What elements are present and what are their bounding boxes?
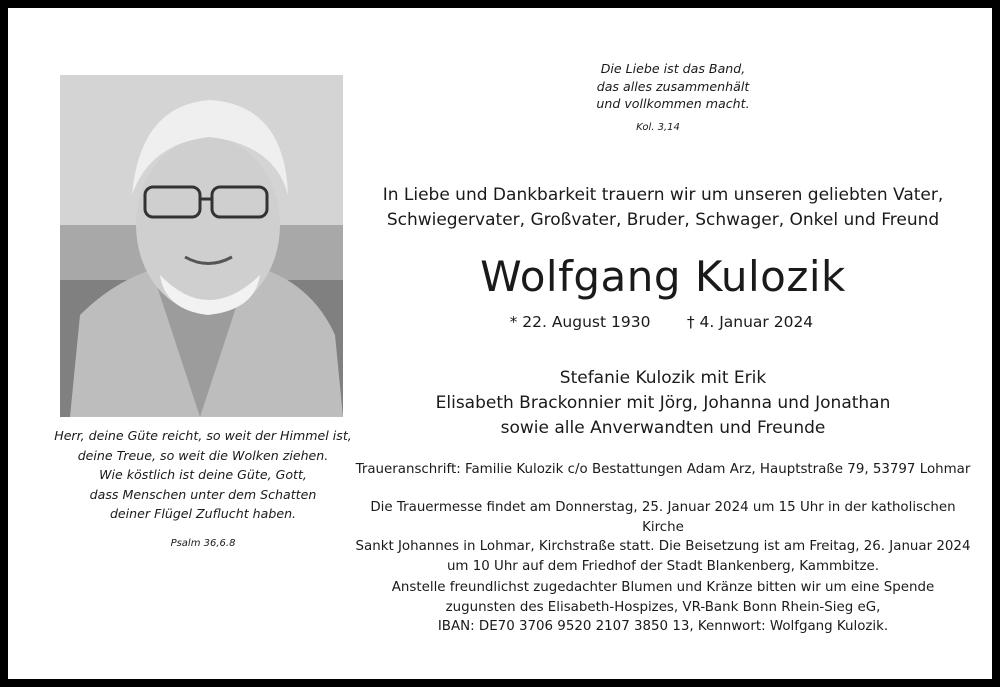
motto-line: und vollkommen macht. bbox=[596, 96, 750, 111]
death-date: † 4. Januar 2024 bbox=[686, 313, 814, 331]
birth-date: * 22. August 1930 bbox=[509, 313, 651, 331]
service-line: Sankt Johannes in Lohmar, Kirchstraße statt. Die Beisetzung ist am Freitag, 26. Januar 2024 bbox=[355, 539, 971, 554]
intro-line: In Liebe und Dankbarkeit trauern wir um unseren geliebten Vater, bbox=[382, 185, 944, 205]
psalm-line: Herr, deine Güte reicht, so weit der Himmel ist, bbox=[54, 428, 352, 443]
service-line: Die Trauermesse findet am Donnerstag, 25. Januar 2024 um 15 Uhr in der katholischen Kirche bbox=[370, 500, 956, 535]
motto-reference: Kol. 3,14 bbox=[636, 122, 680, 133]
psalm-quote bbox=[38, 426, 368, 524]
psalm-line: deiner Flügel Zuflucht haben. bbox=[109, 506, 297, 521]
mourning-address: Traueranschrift: Familie Kulozik c/o Bestattungen Adam Arz, Hauptstraße 79, 53797 Lohmar bbox=[355, 462, 971, 477]
mourner-line: Stefanie Kulozik mit Erik bbox=[559, 368, 767, 388]
psalm-reference: Psalm 36,6.8 bbox=[170, 538, 236, 549]
psalm-line: deine Treue, so weit die Wolken ziehen. bbox=[77, 447, 329, 463]
psalm-line: dass Menschen unter dem Schatten bbox=[89, 486, 317, 502]
donation-line: Anstelle freundlichst zugedachter Blumen und Kränze bitten wir um eine Spende bbox=[391, 580, 935, 595]
bible-motto bbox=[528, 60, 818, 113]
intro-text bbox=[348, 183, 978, 233]
mourner-line: sowie alle Anverwandten und Freunde bbox=[500, 418, 826, 438]
donation-request bbox=[348, 578, 978, 637]
donation-line: IBAN: DE70 3706 9520 2107 3850 13, Kennwort: Wolfgang Kulozik. bbox=[437, 619, 889, 634]
service-line: um 10 Uhr auf dem Friedhof der Stadt Blankenberg, Kammbitze. bbox=[446, 558, 880, 574]
donation-line: zugunsten des Elisabeth-Hospizes, VR-Bank Bonn Rhein-Sieg eG, bbox=[445, 599, 881, 615]
mourner-line: Elisabeth Brackonnier mit Jörg, Johanna und Jonathan bbox=[435, 393, 891, 413]
deceased-name: Wolfgang Kulozik bbox=[480, 252, 846, 301]
psalm-line: Wie köstlich ist deine Güte, Gott, bbox=[99, 467, 307, 482]
motto-line: Die Liebe ist das Band, bbox=[600, 61, 746, 76]
intro-line: Schwiegervater, Großvater, Bruder, Schwager, Onkel und Freund bbox=[386, 210, 940, 230]
service-details bbox=[348, 498, 978, 576]
portrait-photo bbox=[60, 75, 343, 417]
motto-line: das alles zusammenhält bbox=[596, 78, 750, 94]
mourners-list bbox=[348, 366, 978, 441]
obituary-card bbox=[8, 8, 992, 679]
